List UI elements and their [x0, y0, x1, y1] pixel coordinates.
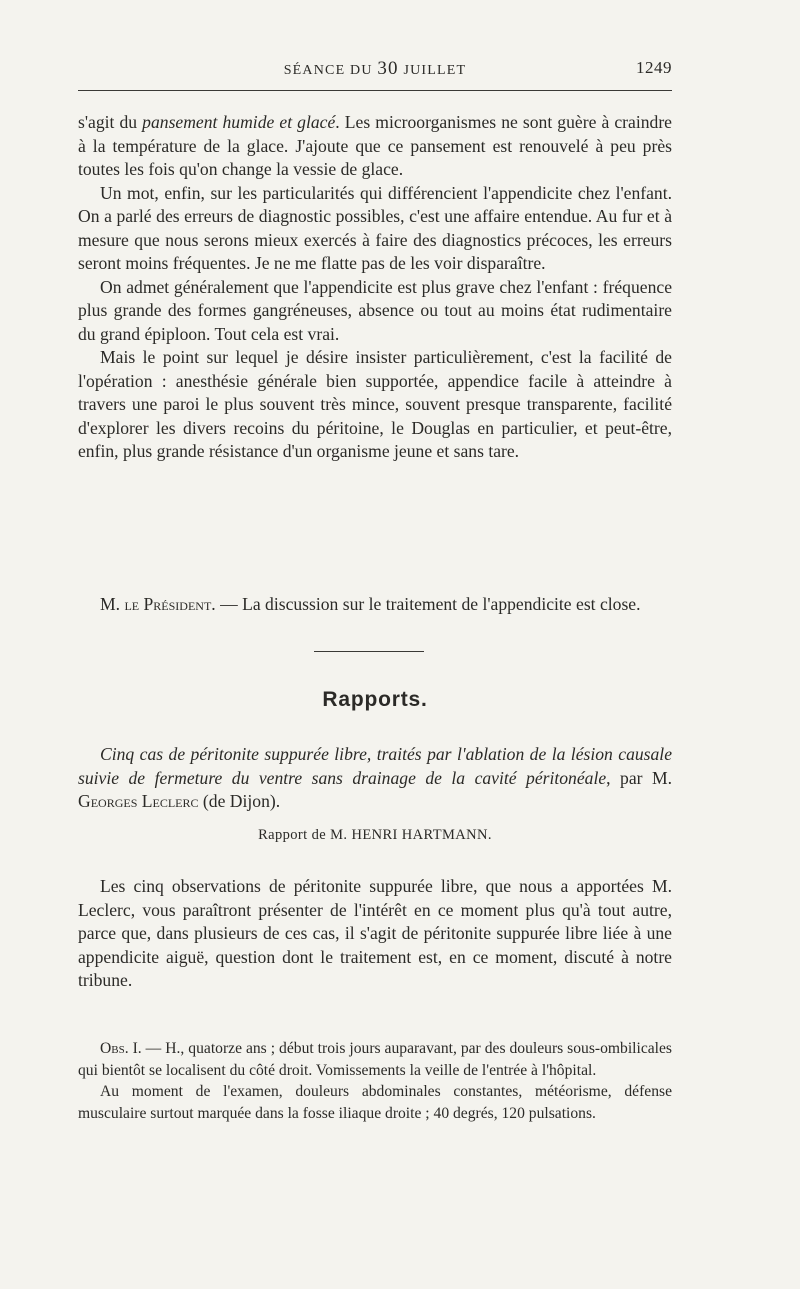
paragraph-3: On admet généralement que l'appendicite est plus grave chez l'enfant : fréquence plus grande des formes gangréneuses, absence ou tout au moins état rudimentaire du grand épiploon. Tout cela est vrai. — [78, 276, 672, 344]
rapport-intro: Les cinq observations de péritonite suppurée libre, que nous a apportées M. Leclerc, vous paraîtront présenter de l'intérêt en ce moment plus qu'à tout autre, parce que, dans plusieurs de ces cas, il s'agit de péritonite suppurée libre liée à une appendicite aiguë, question dont le traitement est, en ce moment, discuté à notre tribune. — [78, 876, 672, 990]
paragraph-4: Mais le point sur lequel je désire insister particulièrement, c'est la facilité de l'opération : anesthésie générale bien supportée, appendice facile à atteindre à travers une paroi le plus souvent très mince, souvent presque transparente, facilité d'explorer les divers recoins du péritoine, le Douglas en particulier, et peut-être, enfin, plus grande résistance d'un organisme jeune et sans tare. — [78, 347, 672, 461]
running-title: SÉANCE DU 30 JUILLET — [283, 58, 467, 79]
header-rule — [78, 90, 672, 91]
section-separator — [314, 651, 424, 652]
rapport-title: Cinq cas de péritonite suppurée libre, traités par l'ablation de la lésion causale suivie de fermeture du ventre sans drainage de la cavité péritonéale, par M. Georges Leclerc (de Dijon). — [78, 744, 672, 811]
observation-1: Obs. I. — H., quatorze ans ; début trois jours auparavant, par des douleurs sous-ombilicales qui bientôt se localisent du côté droit. Vomissements la veille de l'entrée à l'hôpital. Au moment de l'examen, douleurs abdominales constantes, météorisme, défense musculaire surtout marquée dans la fosse iliaque droite ; 40 degrés, 120 pulsations. — [78, 1040, 672, 1122]
running-head — [78, 58, 672, 82]
reporter-line: Rapport de M. HENRI HARTMANN. — [258, 827, 492, 843]
body-text — [78, 111, 672, 464]
president-statement: M. le Président. — La discussion sur le traitement de l'appendicite est close. — [100, 594, 641, 614]
page-number: 1249 — [636, 58, 672, 77]
paragraph-2: Un mot, enfin, sur les particularités qui différencient l'appendicite chez l'enfant. On a parlé des erreurs de diagnostic possibles, c'est une affaire entendue. Au fur et à mesure que nous serons mieux exercés à faire des diagnostics précoces, les erreurs seront moins fréquentes. Je ne me flatte pas de les voir disparaître. — [78, 182, 672, 273]
paragraph-1: s'agit du pansement humide et glacé. Les microorganismes ne sont guère à craindre à la température de la glace. J'ajoute que ce pansement est renouvelé à peu près toutes les fois qu'on change la vessie de glace. — [78, 112, 672, 179]
section-title: Rapports. — [322, 688, 428, 711]
